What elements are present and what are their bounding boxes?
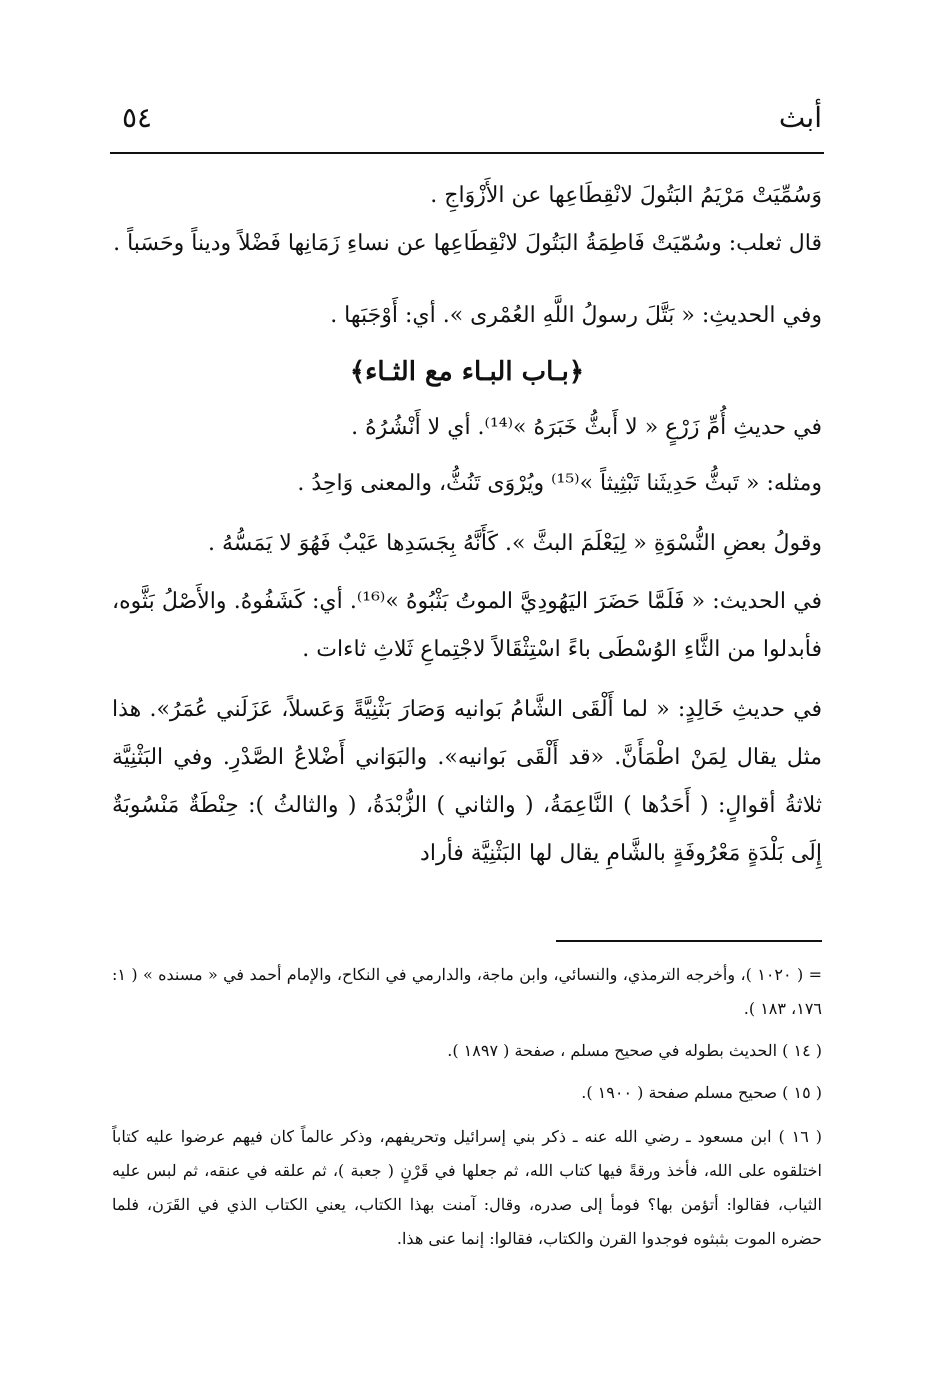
footnote-continuation: = ( ١٠٢٠ )، وأخرجه الترمذي، والنسائي، وابن ماجة، والدارمي في النكاح، والإمام أحمد في « مسنده » ( ١: ١٧٦، ١٨٣ ).	[112, 965, 822, 1018]
paragraph: وفي الحديثِ: « بَتَّلَ رسولُ اللَّهِ العُمْرى ». أي: أَوْجَبَها .	[330, 303, 822, 328]
footnote-16: ( ١٦ ) ابن مسعود ـ رضي الله عنه ـ ذكر بني إسرائيل وتحريفهم، وذكر عالماً كان فيهم عرضوا عليه كتاباً اختلقوه على الله، فأخذ ورقةً فيها كتاب الله، ثم جعلها في قَرْنٍ ( جعبة )، ثم علقه في عنقه، ثم لبس عليه الثياب، فقالوا: أتؤمن بها؟ فومأ إلى صدره، وقال: آمنت بهذا الكتاب، يعني الكتاب الذي في القَرَن، فلما حضره الموت بثبثوه فوجدوا القرن والكتاب، فقالوا: إنما عنى هذا.	[112, 1127, 823, 1248]
paragraph: وَسُمِّيَتْ مَرْيَمُ البَتُولَ لانْقِطَاعِها عن الأَزْوَاجِ .	[430, 183, 822, 208]
footnote-15: ( ١٥ ) صحيح مسلم صفحة ( ١٩٠٠ ).	[581, 1083, 822, 1102]
page-header	[112, 96, 822, 146]
paragraph: في حديثِ خَالِدٍ: « لما أَلْقَى الشَّامُ بَوانيه وَصَارَ بَثْنِيَّةً وَعَسلاً، عَزَلَني عُمَرُ». هذا مثل يقال لِمَنْ اطْمَأَنَّ. «قد أَلْقَى بَوانيه». والبَوَاني أَضْلاعُ الصَّدْرِ. وفي البَثْنِيَّة ثلاثةُ أقوالٍ: ( أَحَدُها ) النَّاعِمَةُ، ( والثاني ) الزُّبْدَةُ، ( والثالثُ ): حِنْطَةٌ مَنْسُوبَةٌ إِلَى بَلْدَةٍ مَعْرُوفَةٍ بالشَّامِ يقال لها البَثْنِيَّة فأراد	[112, 697, 822, 866]
paragraph: في الحديث: « فَلَمَّا حَضَرَ اليَهُودِيَّ الموتُ بَثْبُوهُ »⁽¹⁶⁾. أي: كَشَفُوهُ. والأَصْلُ بَثَّوه، فأبدلوا من الثَّاءِ الوُسْطَى باءً اسْتِثْقَالاً لاجْتِماعِ ثَلاثِ ثاءات .	[112, 589, 822, 662]
running-head: أبث	[778, 101, 822, 134]
paragraph: ومثله: « تَبثُّ حَدِيثَنا تَبْثِيثاً »⁽¹⁵⁾ ويُرْوَى تَنُثُّ، والمعنى وَاحِدُ .	[297, 471, 822, 496]
footnote-rule	[556, 940, 822, 942]
paragraph: وقولُ بعضِ النُّسْوَةِ « لِيَعْلَمَ البثَّ ». كَأَنَّهُ بِجَسَدِها عَيْبٌ فَهُوَ لا يَمَسُّهُ .	[207, 531, 822, 556]
main-text	[112, 168, 822, 878]
paragraph: قال ثعلب: وسُمّيَتْ فَاطِمَةُ البَتُولَ لانْقِطَاعِها عن نساءِ زَمَانِها فَضْلاً وديناً وحَسَباً .	[113, 231, 822, 256]
footnotes	[112, 958, 822, 1256]
page-number: ٥٤	[122, 101, 153, 134]
header-rule	[110, 152, 824, 154]
footnote-14: ( ١٤ ) الحديث بطوله في صحيح مسلم ، صفحة ( ١٨٩٧ ).	[447, 1041, 822, 1060]
section-title: ﴿بـاب البـاء مع الثـاء﴾	[349, 357, 585, 387]
paragraph: في حديثِ أُمِّ زَرْعٍ « لا أَبثُّ خَبَرَهُ »⁽¹⁴⁾. أي لا أَنْشُرُهُ .	[351, 415, 822, 440]
